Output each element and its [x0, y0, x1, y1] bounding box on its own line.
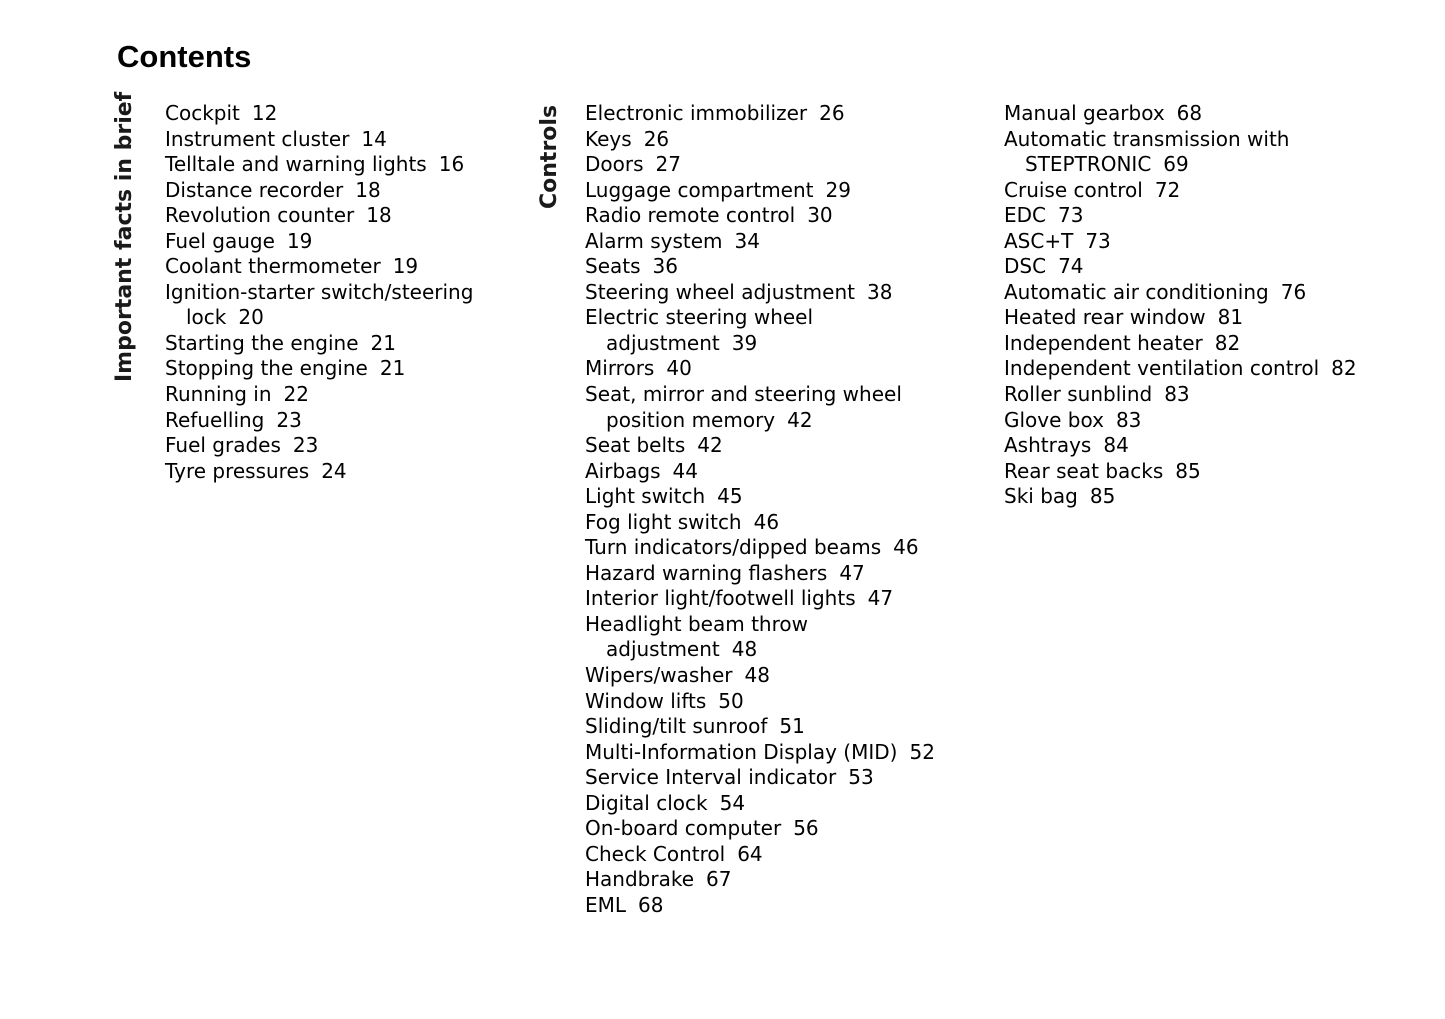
toc-entry-line	[165, 382, 473, 408]
toc-entry-title: Refuelling	[165, 407, 265, 432]
toc-page-number: 18	[355, 177, 381, 202]
toc-entry-line	[585, 612, 935, 638]
toc-entry-line	[1004, 280, 1357, 306]
toc-entry-title: Electronic immobilizer	[585, 101, 808, 125]
toc-page-number: 72	[1154, 177, 1181, 202]
toc-entry-title: adjustment	[606, 637, 720, 662]
toc-entry[interactable]	[1004, 408, 1357, 434]
toc-entry[interactable]	[1004, 484, 1357, 510]
toc-entry-line	[585, 561, 935, 587]
toc-page-number: 85	[1175, 458, 1201, 483]
toc-entry[interactable]	[585, 254, 935, 280]
toc-entry-title: Coolant thermometer	[165, 254, 381, 279]
toc-entry-line	[165, 178, 473, 204]
toc-entry-line	[585, 791, 935, 817]
toc-entry[interactable]	[165, 127, 473, 153]
toc-entry[interactable]	[165, 356, 473, 382]
toc-page-number: 47	[839, 560, 865, 585]
toc-entry-title: Seat, mirror and steering wheel	[585, 382, 902, 407]
toc-page-number: 51	[779, 714, 805, 739]
toc-page-number: 26	[643, 126, 670, 151]
toc-page-number: 81	[1217, 305, 1244, 330]
toc-entry[interactable]	[585, 510, 935, 536]
toc-entry-line	[1004, 178, 1357, 204]
toc-entry-line	[585, 331, 935, 357]
toc-entry-title: Mirrors	[585, 356, 655, 381]
toc-entry[interactable]	[585, 101, 935, 127]
toc-entry-title: On-board computer	[585, 816, 782, 841]
toc-page-number: 39	[731, 330, 758, 355]
toc-entry-line	[165, 433, 473, 459]
toc-entry-line	[165, 254, 473, 280]
toc-page-number: 19	[286, 228, 313, 253]
toc-entry[interactable]	[585, 127, 935, 153]
toc-entry[interactable]	[585, 203, 935, 229]
toc-entry-line	[165, 331, 473, 357]
toc-entry[interactable]	[585, 714, 935, 740]
toc-entry-line	[165, 101, 473, 127]
toc-entry[interactable]	[165, 254, 473, 280]
toc-page-number: 56	[793, 816, 819, 841]
toc-entry-title: EDC	[1004, 203, 1047, 228]
toc-entry-line	[585, 305, 935, 331]
toc-entry[interactable]	[1004, 459, 1357, 485]
toc-entry-title: position memory	[606, 407, 776, 432]
toc-entry[interactable]	[1004, 356, 1357, 382]
toc-page-number: 26	[819, 101, 845, 125]
toc-entry-title: Telltale and warning lights	[165, 152, 427, 177]
toc-page-number: 47	[867, 586, 894, 611]
toc-entry-title: Seats	[585, 254, 641, 279]
toc-page-number: 22	[283, 382, 309, 407]
toc-entry[interactable]	[585, 484, 935, 510]
toc-entry-title: Wipers/washer	[585, 663, 733, 688]
toc-entry-title: Running in	[165, 382, 272, 407]
toc-entry-title: Sliding/tilt sunroof	[585, 714, 768, 739]
toc-page-number: 54	[719, 790, 746, 815]
toc-entry[interactable]	[165, 178, 473, 204]
toc-entry-line	[585, 101, 935, 127]
toc-page-number: 73	[1058, 203, 1084, 228]
toc-entry-title: Luggage compartment	[585, 177, 814, 202]
toc-entry[interactable]	[1004, 229, 1357, 255]
toc-entry[interactable]	[585, 305, 935, 356]
toc-entry-title: Hazard warning flashers	[585, 560, 828, 585]
toc-entry-line	[585, 816, 935, 842]
toc-entry[interactable]	[1004, 331, 1357, 357]
toc-entry-title: Automatic transmission with	[1004, 126, 1290, 151]
toc-page-number: 30	[807, 203, 833, 228]
toc-entry-line	[585, 689, 935, 715]
toc-entry-line	[165, 203, 473, 229]
toc-entry-title: Seat belts	[585, 433, 686, 458]
toc-entry-title: EML	[585, 892, 627, 917]
toc-entry-title: Rear seat backs	[1004, 458, 1164, 483]
toc-entry-title: Check Control	[585, 841, 726, 866]
toc-entry[interactable]	[585, 740, 935, 766]
toc-entry[interactable]	[585, 816, 935, 842]
toc-entry[interactable]	[1004, 433, 1357, 459]
toc-page-number: 40	[666, 356, 692, 381]
toc-entry-title: Ski bag	[1004, 484, 1078, 509]
toc-entry[interactable]	[585, 433, 935, 459]
toc-page-number: 68	[638, 892, 664, 917]
toc-entry[interactable]	[1004, 101, 1357, 127]
toc-entry-title: Handbrake	[585, 867, 695, 892]
page-title: Contents	[117, 39, 252, 74]
toc-entry[interactable]	[1004, 280, 1357, 306]
toc-entry-line	[585, 127, 935, 153]
toc-page-number: 16	[438, 152, 465, 177]
toc-entry[interactable]	[585, 229, 935, 255]
toc-entry-title: Fuel gauge	[165, 228, 275, 253]
toc-entry-line	[165, 408, 473, 434]
toc-page-number: 21	[379, 356, 406, 381]
toc-entry-line	[585, 714, 935, 740]
toc-page-number: 73	[1085, 228, 1111, 253]
toc-entry-title: Window lifts	[585, 688, 707, 713]
toc-page-number: 85	[1089, 484, 1116, 509]
toc-column-controls	[585, 101, 935, 919]
toc-entry[interactable]	[585, 561, 935, 587]
toc-page-number: 24	[321, 458, 347, 483]
toc-entry-title: Ignition-starter switch/steering	[165, 279, 474, 304]
toc-entry-line	[585, 178, 935, 204]
toc-entry-line	[1004, 484, 1357, 510]
toc-entry-line	[585, 254, 935, 280]
toc-entry-title: Independent ventilation control	[1004, 356, 1320, 381]
toc-entry-title: Turn indicators/dipped beams	[585, 535, 882, 560]
toc-entry-title: adjustment	[606, 330, 720, 355]
toc-entry-title: Independent heater	[1004, 330, 1203, 355]
toc-entry[interactable]	[165, 101, 473, 127]
toc-entry[interactable]	[165, 459, 473, 485]
toc-entry-line	[165, 305, 473, 331]
toc-entry-title: Interior light/footwell lights	[585, 586, 856, 611]
toc-page-number: 42	[697, 433, 723, 458]
toc-entry[interactable]	[1004, 203, 1357, 229]
toc-page-number: 42	[787, 407, 813, 432]
toc-entry[interactable]	[585, 280, 935, 306]
toc-entry-line	[585, 382, 935, 408]
toc-entry-line	[585, 484, 935, 510]
toc-entry-title: Starting the engine	[165, 330, 359, 355]
toc-page-number: 23	[292, 433, 319, 458]
toc-page-number: 74	[1058, 254, 1084, 279]
toc-entry-title: Fog light switch	[585, 509, 742, 534]
toc-entry-title: Multi-Information Display (MID)	[585, 739, 898, 764]
toc-entry[interactable]	[165, 408, 473, 434]
toc-entry-line	[1004, 433, 1357, 459]
toc-page-number: 21	[370, 330, 396, 355]
toc-entry-line	[585, 893, 935, 919]
toc-entry-title: Headlight beam throw	[585, 611, 808, 636]
toc-entry-line	[1004, 152, 1357, 178]
toc-entry[interactable]	[585, 586, 935, 612]
toc-entry-line	[585, 867, 935, 893]
toc-entry[interactable]	[1004, 305, 1357, 331]
toc-entry[interactable]	[585, 791, 935, 817]
toc-entry-line	[585, 740, 935, 766]
toc-page-number: 83	[1164, 382, 1190, 407]
section-label-controls: Controls	[537, 104, 562, 209]
toc-entry[interactable]	[165, 433, 473, 459]
toc-page-number: 48	[731, 637, 758, 662]
toc-entry[interactable]	[585, 842, 935, 868]
toc-entry[interactable]	[165, 382, 473, 408]
toc-entry-line	[1004, 382, 1357, 408]
toc-entry[interactable]	[165, 152, 473, 178]
toc-entry[interactable]	[165, 280, 473, 331]
toc-entry-title: DSC	[1004, 254, 1047, 279]
toc-entry-line	[585, 459, 935, 485]
toc-entry-line	[1004, 101, 1357, 127]
toc-entry-line	[1004, 356, 1357, 382]
toc-entry-title: Cockpit	[165, 101, 240, 125]
toc-entry-line	[165, 152, 473, 178]
toc-entry-line	[1004, 408, 1357, 434]
toc-entry-line	[585, 152, 935, 178]
toc-entry[interactable]	[585, 356, 935, 382]
toc-entry[interactable]	[585, 612, 935, 663]
toc-entry-title: lock	[186, 305, 227, 330]
toc-entry-line	[585, 510, 935, 536]
toc-entry-line	[1004, 331, 1357, 357]
toc-entry-title: Digital clock	[585, 790, 708, 815]
toc-page-number: 68	[1176, 101, 1203, 125]
toc-page-number: 67	[706, 867, 732, 892]
toc-page-number: 64	[737, 841, 763, 866]
toc-entry-title: ASC+T	[1004, 228, 1074, 253]
toc-page-number: 46	[893, 535, 919, 560]
toc-page-number: 69	[1163, 152, 1189, 177]
toc-entry-title: Fuel grades	[165, 433, 281, 458]
toc-entry-title: Keys	[585, 126, 632, 151]
toc-page-number: 84	[1103, 433, 1129, 458]
toc-entry[interactable]	[585, 689, 935, 715]
toc-entry[interactable]	[165, 203, 473, 229]
toc-page-number: 12	[251, 101, 278, 125]
toc-entry[interactable]	[585, 867, 935, 893]
toc-entry-line	[165, 229, 473, 255]
toc-entry[interactable]	[1004, 254, 1357, 280]
toc-entry-line	[585, 586, 935, 612]
toc-entry[interactable]	[165, 229, 473, 255]
toc-page-number: 48	[744, 663, 770, 688]
toc-entry-line	[585, 203, 935, 229]
toc-entry-title: Cruise control	[1004, 177, 1143, 202]
toc-entry[interactable]	[1004, 382, 1357, 408]
toc-entry-line	[585, 765, 935, 791]
toc-entry[interactable]	[585, 765, 935, 791]
toc-page-number: 52	[909, 739, 935, 764]
toc-page-number: 45	[717, 484, 743, 509]
toc-entry-title: Tyre pressures	[165, 458, 310, 483]
toc-entry-line	[165, 459, 473, 485]
toc-entry-line	[1004, 229, 1357, 255]
toc-page-number: 44	[672, 458, 698, 483]
toc-entry[interactable]	[585, 535, 935, 561]
toc-entry-title: Service Interval indicator	[585, 765, 837, 790]
toc-page-number: 36	[652, 254, 678, 279]
toc-entry-title: Doors	[585, 152, 644, 177]
toc-page-number: 34	[734, 228, 760, 253]
toc-entry-title: Light switch	[585, 484, 706, 509]
toc-page-number: 53	[848, 765, 874, 790]
toc-entry[interactable]	[165, 331, 473, 357]
toc-page-number: 19	[392, 254, 419, 279]
toc-entry[interactable]	[585, 663, 935, 689]
toc-entry-line	[585, 408, 935, 434]
toc-entry-title: Revolution counter	[165, 203, 355, 228]
toc-entry-line	[165, 280, 473, 306]
toc-page-number: 38	[866, 279, 893, 304]
toc-entry-title: Alarm system	[585, 228, 723, 253]
toc-entry[interactable]	[585, 178, 935, 204]
toc-entry-title: Automatic air conditioning	[1004, 279, 1269, 304]
toc-entry[interactable]	[1004, 178, 1357, 204]
toc-page-number: 46	[753, 509, 780, 534]
toc-page-number: 20	[238, 305, 264, 330]
toc-entry-line	[585, 663, 935, 689]
toc-column-controls-continued	[1004, 101, 1357, 510]
toc-entry[interactable]	[585, 382, 935, 433]
toc-entry-line	[585, 433, 935, 459]
toc-entry-title: Radio remote control	[585, 203, 796, 228]
toc-entry-title: Distance recorder	[165, 177, 344, 202]
toc-entry-line	[585, 842, 935, 868]
toc-entry-title: Heated rear window	[1004, 305, 1206, 330]
toc-entry[interactable]	[585, 459, 935, 485]
toc-entry-title: Stopping the engine	[165, 356, 368, 381]
toc-page-number: 29	[825, 177, 851, 202]
toc-entry-line	[585, 637, 935, 663]
toc-entry-title: Electric steering wheel	[585, 305, 814, 330]
toc-entry-line	[585, 280, 935, 306]
toc-entry-title: STEPTRONIC	[1025, 152, 1152, 177]
toc-entry-line	[1004, 203, 1357, 229]
toc-entry-line	[585, 535, 935, 561]
toc-page-number: 50	[718, 688, 744, 713]
toc-entry[interactable]	[585, 152, 935, 178]
section-label-important-facts: Important facts in brief	[112, 91, 137, 382]
toc-entry-line	[1004, 254, 1357, 280]
toc-page-number: 82	[1214, 330, 1241, 355]
toc-entry-line	[1004, 459, 1357, 485]
toc-entry-line	[1004, 305, 1357, 331]
toc-page-number: 23	[276, 407, 302, 432]
toc-page-number: 27	[655, 152, 681, 177]
toc-entry-title: Ashtrays	[1004, 433, 1092, 458]
toc-entry-title: Steering wheel adjustment	[585, 279, 855, 304]
toc-column-important-facts	[165, 101, 473, 484]
toc-entry-title: Instrument cluster	[165, 126, 350, 151]
toc-entry-title: Roller sunblind	[1004, 382, 1153, 407]
toc-entry[interactable]	[1004, 127, 1357, 178]
toc-entry[interactable]	[585, 893, 935, 919]
toc-page-number: 76	[1280, 279, 1307, 304]
toc-entry-title: Manual gearbox	[1004, 101, 1165, 125]
toc-entry-title: Glove box	[1004, 407, 1104, 432]
toc-entry-line	[165, 127, 473, 153]
toc-entry-line	[165, 356, 473, 382]
toc-page-number: 14	[361, 126, 387, 151]
toc-entry-title: Airbags	[585, 458, 661, 483]
toc-entry-line	[1004, 127, 1357, 153]
toc-page-number: 18	[366, 203, 392, 228]
toc-page-number: 83	[1115, 407, 1142, 432]
toc-entry-line	[585, 356, 935, 382]
toc-entry-line	[585, 229, 935, 255]
toc-page-number: 82	[1331, 356, 1357, 381]
